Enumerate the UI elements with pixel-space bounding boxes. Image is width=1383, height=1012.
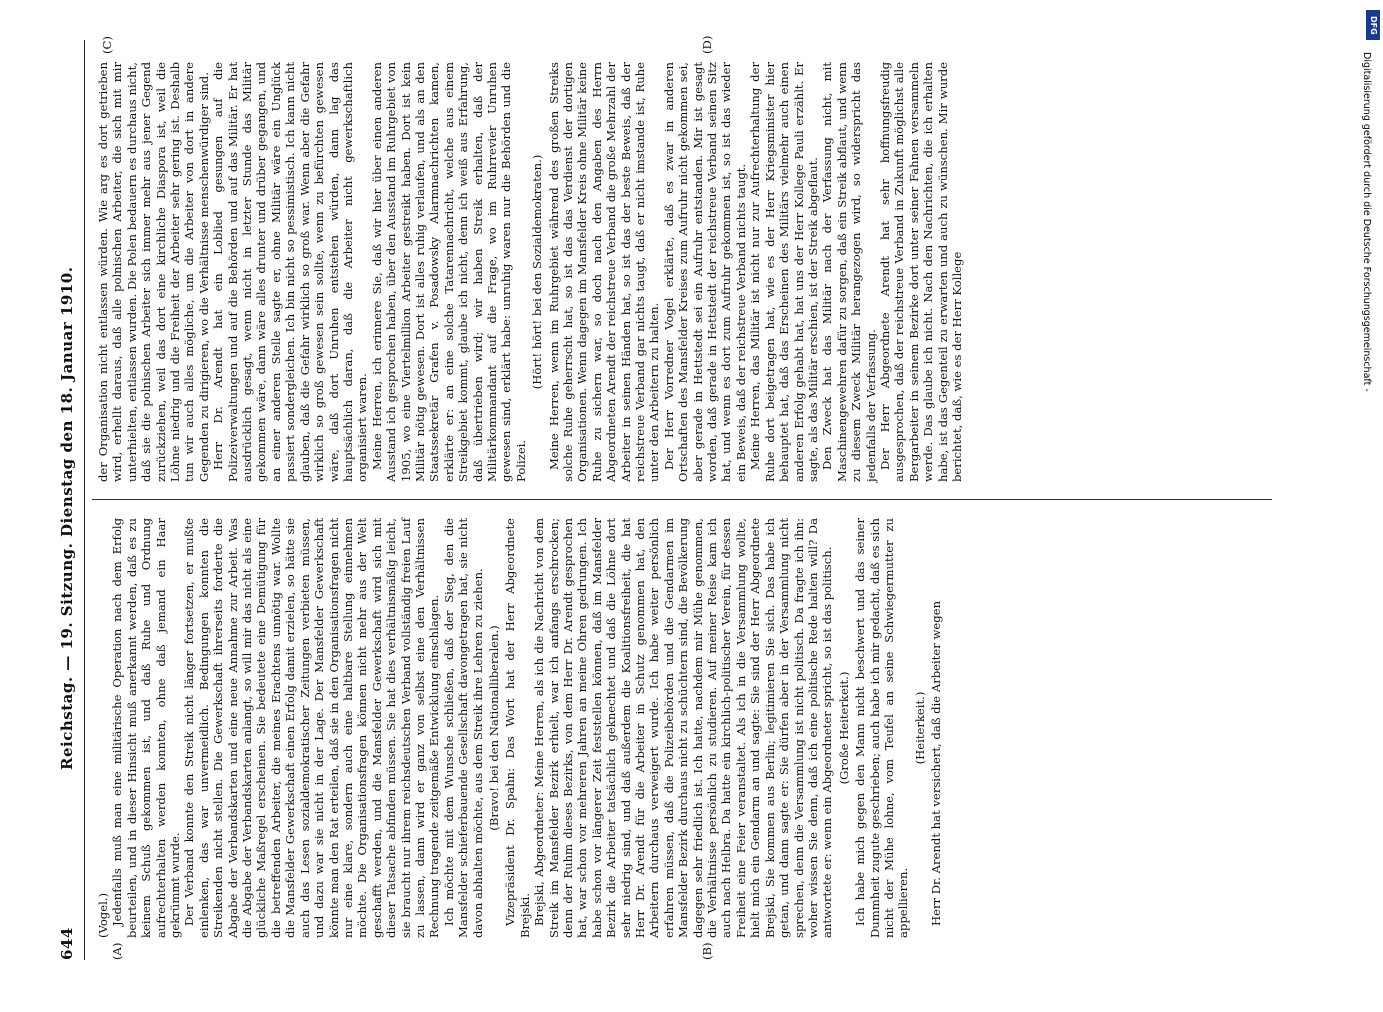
paragraph: Meine Herren, ich erinnere Sie, daß wir hier über einen anderen Ausstand ich gesprochen haben, über den Ausstand im Ruhrgebiet von 1905, wo eine Viertelmillion Arbeiter gestreikt haben. Dort ist kein Militär nötig gewesen. Dort ist alles ruhig verlaufen, und als an den Staatssekretär Grafen v. Posadowsky Alarmnachrichten kamen, erklärte er: an eine solche Tatarennachricht, welche aus einem Streikgebiet kommt, glaube ich nicht, denn ich weiß aus Erfahrung, daß übertrieben wird; wir haben Streik erhalten, daß der Militärkommandant auf die Frage, wo im Ruhrrevier Unruhen gewesen sind, erklärt habe: unruhig waren nur die Behörden und die Polizei. <box>369 62 528 482</box>
left-column <box>96 518 944 938</box>
paragraph: Meine Herren, wenn im Ruhrgebiet während des großen Streiks solche Ruhe geherrscht hat, so ist das das Verdienst der dortigen Organisationen. Wenn dagegen im Mansfelder Kreis ohne Militär keine Ruhe zu sichern war, so doch nach den Angaben des Herrn Abgeordneten Arendt der reichstreue Verband die große Mehrzahl der Arbeiter in seinen Händen hat, so ist das der beste Beweis, daß der reichstreue Verband gar nichts taugt, daß er nicht imstande ist, Ruhe unter den Arbeitern zu halten. <box>546 62 662 482</box>
paragraph: Herr Dr. Arendt hat versichert, daß die Arbeiter wegen <box>929 600 944 926</box>
paragraph: Vizepräsident Dr. Spahn: Das Wort hat der Herr Abgeordnete Brejski. <box>503 518 532 938</box>
paragraph: Ich habe mich gegen den Mann nicht beschwert und das seiner Dummheit zugute geschrieben; auch habe ich mir gedacht, daß es sich nicht der Mühe lohne, vom Teufel an seine Schwiegermutter zu appellieren. <box>853 518 911 938</box>
margin-marker-d: (D) <box>700 35 714 54</box>
paragraph: der Organisation nicht entlassen würden. Wie arg es dort getrieben wird, erhellt daraus, daß alle polnischen Arbeiter, die sich mit mir unterhielten, entlassen wurden. Die Polen bedauern es durchaus nicht, daß sie die polnischen Arbeiter sich immer mehr aus jener Gegend zurückziehen, weil das dort eine kirchliche Diaspora ist, weil die Löhne niedrig und die Freiheit der Arbeiter sehr gering ist. Deshalb tun wir auch alles mögliche, um die Arbeiter von dort in andere Gegenden zu dirigieren, wo die Verhältnisse menschenwürdiger sind. <box>96 62 211 482</box>
margin-marker-c: (C) <box>100 36 114 54</box>
page-number: 644 <box>58 927 76 960</box>
margin-marker-b: (B) <box>700 942 714 960</box>
paragraph: Jedenfalls muß man eine militärische Operation nach dem Erfolg beurteilen, und in dieser Hinsicht muß anerkannt werden, daß es zu keinem Schuß gekommen ist, und daß Ruhe und Ordnung aufrechterhalten werden konnten, ohne daß jemand ein Haar gekrümmt wurde. <box>110 518 183 938</box>
interjection: (Hört! hört! bei den Sozialdemokraten.) <box>530 154 545 390</box>
paragraph: Ich möchte mit dem Wunsche schließen, daß der Sieg, den die Mansfelder schieferbauende Gesellschaft davongetragen hat, sie nicht davon abhalten möchte, aus dem Streik ihre Lehren zu ziehen. <box>441 518 485 938</box>
page-title: Reichstag. — 19. Sitzung. Dienstag den 18. Januar 1910. <box>58 266 76 770</box>
paragraph: Brejski, Abgeordneter: Meine Herren, als ich die Nachricht von dem Streik im Mansfelder Bezirk erhielt, war ich anfangs erschrocken; denn der Ruhm dieses Bezirks, von dem Herr Dr. Arendt gesprochen hat, war schon vor mehreren Jahren an meine Ohren gedrungen. Ich habe schon vor längerer Zeit feststellen können, daß im Mansfelder Bezirk die Arbeiter tatsächlich geknechtet und daß die Löhne dort sehr niedrig sind, und daß außerdem die Koalitionsfreiheit, die hat Herr Dr. Arendt für die Arbeiter in Schutz genommen hat, den Arbeitern durchaus verweigert wurde. Ich habe weiter persönlich erfahren müssen, daß die Polizeibehörden und die Gendarmen im Mansfelder Bezirk durchaus nicht zu schüchtern sind, die Bevölkerung dagegen sehr friedlich ist. Ich hatte, nachdem mir Mühe genommen, die Verhältnisse persönlich zu studieren. Auf meiner Reise kam ich auch nach Helbra. Da hatte ein kirchlich-politischer Verein, für dessen Freiheit eine Feier veranstaltet. Als ich in die Versammlung wollte, hielt mich ein Gendarm an und sagte: Sie sind der Herr Abgeordnete Brejski, Sie kommen aus Berlin; legitimieren Sie sich. Das habe ich getan, und dann sagte er: Sie dürfen aber in der Versammlung nicht sprechen, denn die Versammlung ist nicht politisch. Da fragte ich ihn: woher wissen Sie denn, daß ich eine politische Rede halten will? Da antwortete er: wenn ein Abgeordneter spricht, so ist das politisch. <box>532 518 835 938</box>
column-divider <box>92 499 1272 500</box>
header-rule <box>84 40 85 960</box>
dfg-logo: DFG <box>1366 10 1380 40</box>
paragraph: Der Herr Abgeordnete Arendt hat sehr hoffnungsfreudig ausgesprochen, daß der reichstreue Verband in Zukunft möglichst alle Bergarbeiter in seinem Bezirke dort unter seiner Fahnen versammeln werde. Das glaube ich nicht. Nach den Nachrichten, die ich erhalten habe, ist das Gegenteil zu erwarten und auch zu wünschen. Mir wurde berichtet, daß, wie es der Herr Kollege <box>877 62 964 482</box>
interjection: (Große Heiterkeit.) <box>836 671 851 785</box>
paragraph: Meine Herren, das Militär ist nicht nur zur Aufrechterhaltung der Ruhe dort beigetragen hat, wie es der Herr Kriegsminister hier behauptet hat, daß das Erscheinen des Militärs vielmehr auch einen anderen Erfolg gehabt hat, hat uns der Herr Kollege Pauli erzählt. Er sagte, als das Militär erschien, ist der Streik abgeflaut. <box>748 62 820 482</box>
right-column <box>96 62 964 482</box>
paragraph: Herr Dr. Arendt hat ein Loblied gesungen auf die Polizeiverwaltungen und auf die Behörden und auf das Militär. Er hat ausdrücklich gesagt, wenn nicht in letzter Stunde das Militär gekommen wäre, dann wäre alles drunter und drüber gegangen, und an einer anderen Stelle sagte er, ohne Militär wäre ein Unglück passiert sondergleichen. Ich bin nicht so pessimistisch. Ich kann nicht glauben, daß die Gefahr wirklich so groß war. Wenn aber die Gefahr wirklich so groß gewesen sein sollte, wenn zu befürchten gewesen wäre, daß dort Unruhen entstehen würden, dann lag das hauptsächlich daran, daß die Arbeiter nicht gewerkschaftlich organisiert waren. <box>211 62 370 482</box>
digitization-credit <box>1361 12 1379 972</box>
margin-marker-a: (A) <box>110 942 124 960</box>
speaker-tag: (Vogel.) <box>96 892 110 938</box>
interjection: (Heiterkeit.) <box>912 691 927 765</box>
paragraph: Der Herr Vorredner Vogel erklärte, daß es zwar in anderen Ortschaften des Mansfelder Kreises zum Aufruhr nicht gekommen sei, aber gerade in Hettstedt sei ein Aufruhr entstanden. Mir ist gesagt worden, daß gerade in Hettstedt der reichstreue Verband seinen Sitz hat, und wenn es dort zum Aufruhr gekommen ist, so ist das wieder ein Beweis, daß der reichstreue Verband nichts taugt. <box>661 62 748 482</box>
credit-text: Digitalisierung gefördert durch die Deutsche Forschungsgemeinschaft - <box>1361 52 1372 392</box>
page-header <box>58 40 82 960</box>
interjection: (Bravo! bei den Nationalliberalen.) <box>486 625 501 831</box>
paragraph: Der Verband konnte den Streik nicht länger fortsetzen, er mußte einlenken, das war unvermeidlich. Bedingungen konnten die Streikenden nicht stellen. Die Gewerkschaft ihrerseits forderte die Abgabe der Verbandskarten und eine neue Annahme zur Arbeit. Was die Abgabe der Verbandskarten anlangt, so will mir das nicht als eine glückliche Maßregel erscheinen. Sie bedeutete eine Demütigung für die betreffenden Arbeiter, die meines Erachtens unnötig war. Wollte die Mansfelder Gewerkschaft einen Erfolg damit erzielen, so hätte sie auch das Lesen sozialdemokratischer Zeitungen verbieten müssen, und dazu war sie nicht in der Lage. Der Mansfelder Gewerkschaft könnte man den Rat erteilen, daß sie in den Organisationsfragen nicht nur eine klare, sondern auch eine haltbare Stellung einnehmen möchte. Die Organisationsfragen können nicht mehr aus der Welt geschafft werden, und die Mansfelder Gewerkschaft wird sich mit dieser Tatsache abfinden müssen. Sie hat dies verhältnismäßig leicht, sie braucht nur ihrem reichsdeutschen Verband vollständig freien Lauf zu lassen, dann wird er ganz von selbst eine den Verhältnissen Rechnung tragende zeitgemäße Entwicklung einschlagen. <box>182 518 442 938</box>
paragraph: Den Zweck hat das Militär nach der Verfassung nicht, mit Maschinengewehren dafür zu sorgen, daß ein Streik abflaut, und wenn zu diesem Zweck Militär herangezogen wird, so widerspricht das jedenfalls der Verfassung. <box>820 62 878 482</box>
